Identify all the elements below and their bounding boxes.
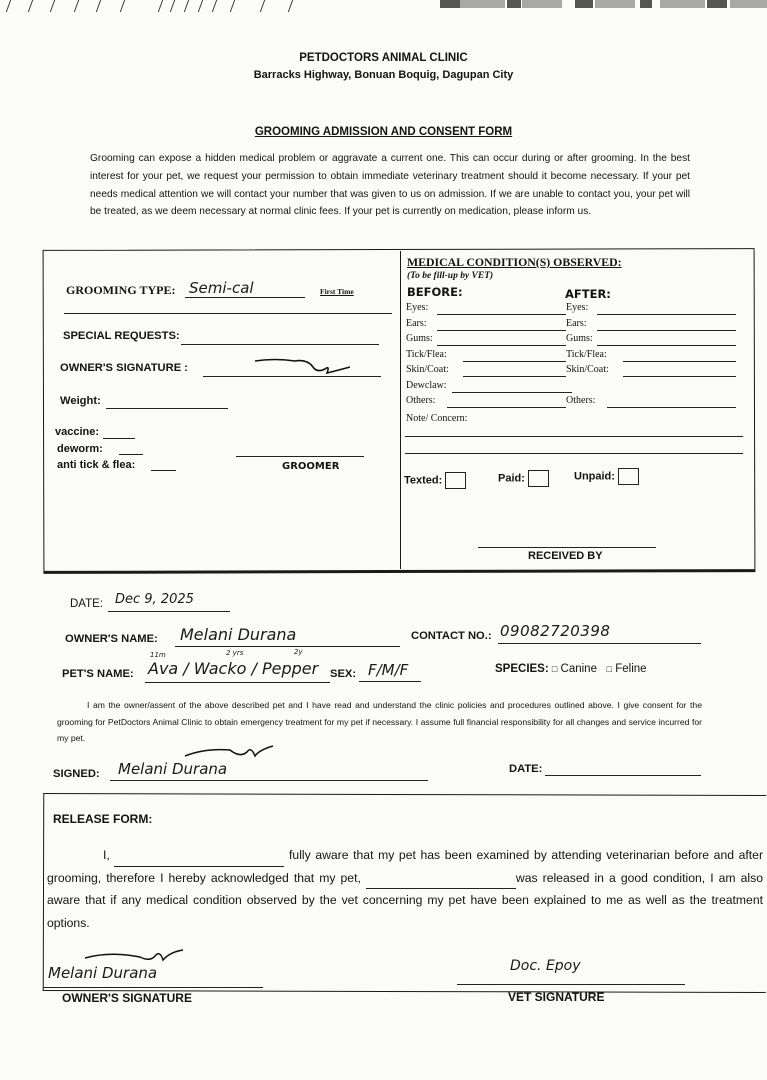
vaccine-label: vaccine:	[55, 426, 100, 438]
vaccine-field[interactable]	[103, 437, 135, 439]
medical-title: MEDICAL CONDITION(S) OBSERVED:	[407, 255, 622, 269]
anti-tick-flea-field[interactable]	[151, 469, 176, 471]
clinic-address: Barracks Highway, Bonuan Boquig, Dagupan City	[253, 69, 514, 81]
signed-value: Melani Durana	[118, 760, 228, 778]
weight-label: Weight:	[60, 395, 101, 407]
texted-checkbox[interactable]	[445, 472, 466, 489]
date-field[interactable]	[108, 610, 230, 612]
before-row-field[interactable]	[452, 391, 572, 393]
form-title: GROOMING ADMISSION AND CONSENT FORM	[254, 126, 513, 138]
before-row-label: Eyes:	[406, 302, 429, 313]
signed-date-field[interactable]	[545, 774, 701, 776]
release-owner-field[interactable]	[114, 866, 284, 867]
note-line-2[interactable]	[405, 452, 743, 454]
paid-label: Paid:	[498, 472, 525, 485]
pet-age-2: 2 yrs	[226, 649, 244, 657]
release-owner-signature-line[interactable]	[43, 986, 263, 988]
after-heading: AFTER:	[565, 287, 611, 301]
groomer-label: GROOMER	[282, 461, 340, 472]
species-option-feline[interactable]	[607, 663, 647, 675]
before-row-label: Gums:	[406, 333, 433, 344]
vet-signature-line[interactable]	[457, 983, 685, 985]
before-row-field[interactable]	[437, 344, 567, 346]
after-row-label: Others:	[566, 395, 596, 406]
before-heading: BEFORE:	[407, 285, 463, 299]
release-signature-scribble	[85, 948, 185, 970]
contact-value: 09082720398	[500, 622, 611, 640]
pet-name-value: Ava / Wacko / Pepper	[148, 659, 319, 678]
first-time-label: First Time	[320, 287, 354, 296]
canine-checkbox[interactable]: □	[551, 664, 558, 674]
unpaid-label: Unpaid:	[574, 470, 615, 483]
signed-field[interactable]	[110, 779, 428, 781]
intro-paragraph: Grooming can expose a hidden medical problem or aggravate a current one. This can occur during or after grooming. In the best interest for your pet, we request your permission to obtain immediate veterinary treatment should it become necessary. If your pet needs medical attention we will contact your number that was given to us on admission. If we are unable to contact you, your pet will be treated, as we deem necessary at normal clinic fees. If your pet is currently on medication, please inform us.	[90, 153, 690, 218]
after-row-label: Tick/Flea:	[566, 348, 607, 360]
before-row-label: Tick/Flea:	[406, 348, 447, 360]
owner-name-value: Melani Durana	[180, 625, 297, 644]
release-text-2: fully aware that my pet has been examined by attending veterinarian before and after grooming, therefore I hereby acknowledged that my pet,	[47, 848, 763, 885]
special-requests-label: SPECIAL REQUESTS:	[63, 330, 180, 342]
release-title: RELEASE FORM:	[53, 812, 153, 826]
sex-label: SEX:	[330, 668, 357, 680]
canine-label: Canine	[560, 663, 597, 675]
pet-name-field[interactable]	[145, 681, 330, 683]
after-row-label: Eyes:	[566, 302, 589, 313]
after-row-field[interactable]	[597, 329, 737, 331]
before-row-label: Ears:	[406, 317, 427, 329]
signed-date-label: DATE:	[509, 763, 543, 775]
owner-signature-scribble	[255, 355, 355, 385]
date-value: Dec 9, 2025	[115, 592, 194, 607]
grooming-type-value: Semi-cal	[189, 279, 254, 297]
after-row-field[interactable]	[623, 375, 736, 377]
after-row-field[interactable]	[623, 360, 736, 362]
after-row-field[interactable]	[597, 313, 737, 315]
before-row-field[interactable]	[463, 360, 566, 362]
before-row-field[interactable]	[437, 313, 567, 315]
contact-field[interactable]	[498, 642, 701, 644]
before-row-label: Others:	[406, 395, 436, 406]
before-row-field[interactable]	[437, 329, 567, 331]
species-option-canine[interactable]	[552, 663, 597, 675]
pet-age-3: 2y	[294, 648, 303, 656]
deworm-label: deworm:	[57, 443, 103, 455]
release-text-3: was released in a good condition, I am also aware that if any medical condition observed by the vet concerning my pet have been explained to me as well as the treatment options.	[47, 870, 763, 930]
owner-signature-caption: OWNER'S SIGNATURE	[62, 991, 192, 1005]
special-requests-field[interactable]	[181, 343, 379, 345]
top-paper-strip	[0, 0, 767, 10]
box-divider	[400, 251, 401, 569]
received-by-line[interactable]	[478, 546, 656, 548]
date-label: DATE:	[70, 598, 104, 610]
note-concern-label: Note/ Concern:	[406, 413, 468, 424]
consent-text: I am the owner/assent of the above described pet and I have read and understand the clinic policies and procedures outlined above. I give consent for the grooming for PetDoctors Animal Clinic to obtain emergency treatment for my pet if necessary. I assume full financial responsibility for all changes and service incurred for my pet.	[57, 700, 702, 743]
pet-name-label: PET'S NAME:	[62, 668, 134, 680]
anti-tick-flea-label: anti tick & flea:	[57, 459, 136, 471]
before-row-label: Skin/Coat:	[406, 364, 449, 375]
release-text-1: I,	[103, 848, 110, 862]
medical-subtitle: (To be fill-up by VET)	[407, 271, 494, 281]
pet-age-1: 11m	[150, 651, 166, 659]
texted-option[interactable]	[404, 472, 466, 489]
signed-label: SIGNED:	[53, 768, 100, 780]
owner-name-field[interactable]	[175, 645, 400, 647]
owner-signature-label: OWNER'S SIGNATURE :	[60, 362, 188, 374]
species-label: SPECIES:	[495, 663, 549, 675]
texted-label: Texted:	[404, 474, 443, 487]
deworm-field[interactable]	[119, 453, 143, 455]
weight-field[interactable]	[106, 407, 228, 409]
sex-field[interactable]	[359, 680, 421, 682]
vet-signature-caption: VET SIGNATURE	[508, 990, 605, 1004]
species-group	[495, 663, 647, 675]
paid-option[interactable]	[498, 470, 549, 487]
after-row-field[interactable]	[597, 344, 737, 346]
grooming-type-label: GROOMING TYPE:	[66, 283, 176, 297]
feline-checkbox[interactable]: □	[606, 664, 613, 674]
note-line-1[interactable]	[405, 435, 743, 437]
owner-name-label: OWNER'S NAME:	[65, 633, 158, 645]
unpaid-option[interactable]	[574, 468, 639, 485]
release-paragraph	[47, 844, 763, 934]
sex-value: F/M/F	[368, 661, 409, 679]
grooming-type-extra-line[interactable]	[64, 312, 392, 314]
feline-label: Feline	[615, 663, 647, 675]
before-row-field[interactable]	[463, 375, 566, 377]
clinic-name: PETDOCTORS ANIMAL CLINIC	[299, 52, 468, 64]
release-pet-field[interactable]	[366, 888, 516, 889]
consent-paragraph	[57, 697, 702, 747]
groomer-signature-line[interactable]	[236, 455, 364, 457]
vet-signature-value: Doc. Epoy	[510, 958, 581, 974]
paid-checkbox[interactable]	[528, 470, 549, 487]
before-row-field[interactable]	[447, 406, 566, 408]
release-owner-signature-value: Melani Durana	[48, 964, 158, 982]
before-row-label: Dewclaw:	[406, 379, 447, 391]
unpaid-checkbox[interactable]	[618, 468, 639, 485]
received-by-label: RECEIVED BY	[528, 550, 603, 562]
after-row-field[interactable]	[607, 406, 736, 408]
after-row-label: Gums:	[566, 333, 593, 344]
contact-label: CONTACT NO.:	[411, 630, 492, 642]
after-row-label: Ears:	[566, 317, 587, 329]
signed-scribble	[185, 744, 275, 766]
after-row-label: Skin/Coat:	[566, 364, 609, 375]
